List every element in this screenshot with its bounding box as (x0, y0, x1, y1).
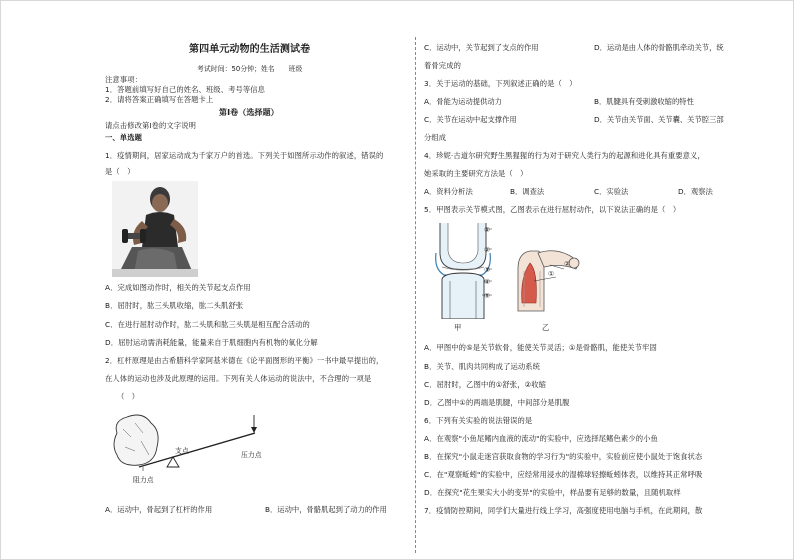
q1-stem-line1: 1．疫情期间，居家运动成为千家万户的首选。下列关于如图所示动作的叙述，错误的 (105, 151, 384, 160)
q5-option-d: D．乙图中①的两端是肌腱，中间部分是肌腹 (424, 398, 570, 407)
q2-option-b: B．运动中，骨骼肌起到了动力的作用 (265, 505, 387, 514)
q4-stem-line2: 她采取的主要研究方法是（ ） (424, 169, 528, 178)
q3-option-c: C．关节在运动中起支撑作用 (424, 115, 517, 124)
q1-option-b: B．屈肘时，肱三头肌收缩，肱二头肌舒张 (105, 301, 244, 310)
fig-label-2: ② (484, 246, 491, 254)
q4-option-b: B．调查法 (510, 187, 545, 196)
q2-option-c: C．运动中，关节起到了支点的作用 (424, 43, 539, 52)
q2-stem-line1: 2．杠杆原理是由古希腊科学家阿基米德在《论平面图形的平衡》一书中最早提出的， (105, 356, 384, 365)
exam-meta: 考试时间：50分钟；姓名 班级 (197, 65, 303, 73)
q3-option-a: A．骨能为运动提供动力 (424, 97, 502, 106)
q6-option-b: B．在探究"小鼠走迷宫获取食物的学习行为"的实验中，实验前应使小鼠处于饱食状态 (424, 452, 703, 461)
exam-title: 第四单元动物的生活测试卷 (189, 44, 311, 55)
dumbbell-exercise-photo (112, 181, 198, 277)
volume-note: 请点击修改第Ⅰ卷的文字说明 (105, 121, 197, 130)
q3-option-b: B．肌腱具有受刺激收缩的特性 (594, 97, 694, 106)
q1-option-d: D．屈肘运动需消耗能量，能量来自于肌细胞内有机物的氧化分解 (105, 338, 318, 347)
q3-option-d: D．关节由关节面、关节囊、关节腔三部 (594, 115, 724, 124)
q4-stem-line1: 4．珍妮·古道尔研究野生黑猩猩的行为对于研究人类行为的起源和进化具有重要意义， (424, 151, 705, 160)
notice-2: 2．请将答案正确填写在答题卡上 (105, 95, 214, 104)
fig-label-4: ④ (484, 278, 491, 286)
q2-option-a: A．运动中，骨起到了杠杆的作用 (105, 505, 213, 514)
q1-option-c: C．在进行屈肘动作时，肱二头肌和肱三头肌是相互配合活动的 (105, 320, 310, 329)
notice-1: 1．答题前填写好自己的姓名、班级、考号等信息 (105, 85, 266, 94)
q5-option-c: C．屈肘时，乙图中的①舒张，②收缩 (424, 380, 547, 389)
fig-yi-label-1: ① (548, 270, 555, 278)
notice-label: 注意事项： (105, 75, 142, 84)
q4-option-d: D．观察法 (678, 187, 713, 196)
q1-option-a: A．完成如图动作时，相关的关节起支点作用 (105, 283, 251, 292)
q5-stem: 5．甲图表示关节模式图，乙图表示在进行屈肘动作，以下说法正确的是（ ） (424, 205, 681, 214)
q5-option-a: A．甲图中的⑤是关节软骨，能使关节灵活；①是骨骼肌，能使关节牢固 (424, 343, 657, 352)
fig-caption-jia: 甲 (454, 323, 462, 332)
q1-stem-line2: 是（ ） (105, 167, 135, 176)
q2-option-d: D．运动是由人体的骨骼肌牵动关节，统 (594, 43, 724, 52)
fig-caption-yi: 乙 (542, 323, 550, 332)
q6-option-d: D．在探究"花生果实大小的变异"的实验中，样品要有足够的数量，且随机取样 (424, 488, 681, 497)
q5-option-b: B．关节、肌肉共同构成了运动系统 (424, 362, 541, 371)
lever-fulcrum-label: 支点 (175, 447, 189, 455)
q2-stem-line3: （ ） (117, 392, 140, 401)
q4-option-c: C．实验法 (594, 187, 629, 196)
section-title: 一、单选题 (105, 133, 142, 142)
q2-stem-line2: 在人体的运动也涉及此原理的运用。下列有关人体运动的说法中，不合理的一项是 (105, 374, 372, 383)
q6-option-c: C．在"观察蚯蚓"的实验中，应经常用浸水的湿棉球轻擦蚯蚓体表，以维持其正常呼吸 (424, 470, 703, 479)
fig-label-1: ① (484, 226, 491, 234)
q4-option-a: A．资料分析法 (424, 187, 473, 196)
q6-option-a: A．在观察"小鱼尾鳍内血液的流动"的实验中，应选择尾鳍色素少的小鱼 (424, 434, 658, 443)
q3-stem: 3．关于运动的基础，下列叙述正确的是（ ） (424, 79, 577, 88)
lever-pressure-label: 压力点 (241, 451, 262, 459)
fig-label-3: ③ (484, 266, 491, 274)
fig-yi-label-2: ② (564, 260, 571, 268)
q6-stem: 6．下列有关实验的说法错误的是 (424, 416, 533, 425)
lever-resist-label: 阻力点 (133, 476, 154, 484)
q2-option-d-cont: 着骨完成的 (424, 61, 461, 70)
column-divider (415, 37, 416, 553)
volume-title: 第Ⅰ卷（选择题） (219, 108, 279, 117)
fig-label-5: ⑤ (484, 292, 491, 300)
elbow-flexion-diagram-yi (510, 241, 582, 317)
q3-option-d-cont: 分组成 (424, 133, 447, 142)
q7-stem: 7．疫情防控期间，同学们大量进行线上学习，高强度使用电脑与手机，在此期间，散 (424, 506, 703, 515)
